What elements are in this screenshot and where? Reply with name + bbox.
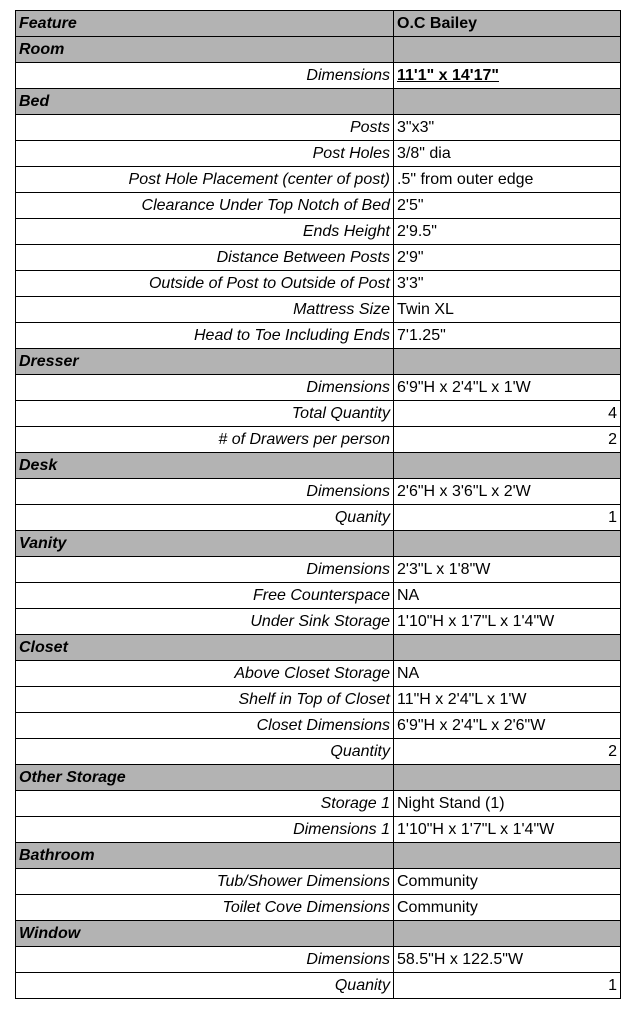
table-row [16,427,621,453]
table-row [16,895,621,921]
section-empty-cell[interactable] [394,89,621,115]
table-row [16,791,621,817]
section-empty-cell[interactable] [394,349,621,375]
feature-label-cell[interactable]: Dimensions [16,479,394,505]
table-row [16,869,621,895]
feature-value-cell[interactable]: 3'3" [394,271,621,297]
feature-value-cell[interactable]: 6'9"H x 2'4"L x 2'6"W [394,713,621,739]
table-row [16,271,621,297]
feature-value-cell[interactable]: 3/8" dia [394,141,621,167]
table-row [16,687,621,713]
feature-value-cell[interactable]: Community [394,869,621,895]
section-row [16,531,621,557]
feature-label-cell[interactable]: Post Hole Placement (center of post) [16,167,394,193]
feature-value-cell[interactable]: 4 [394,401,621,427]
feature-label-cell[interactable]: Closet Dimensions [16,713,394,739]
section-empty-cell[interactable] [394,531,621,557]
table-body [16,37,621,999]
header-feature-cell[interactable]: Feature [16,11,394,37]
section-empty-cell[interactable] [394,921,621,947]
table-row [16,219,621,245]
feature-value-cell[interactable]: 1'10"H x 1'7"L x 1'4"W [394,609,621,635]
section-label-cell[interactable]: Closet [16,635,394,661]
feature-label-cell[interactable]: Dimensions [16,557,394,583]
feature-label-cell[interactable]: Shelf in Top of Closet [16,687,394,713]
feature-value-cell[interactable]: NA [394,583,621,609]
feature-value-cell[interactable]: 11"H x 2'4"L x 1'W [394,687,621,713]
table-row [16,661,621,687]
feature-value-cell[interactable]: 11'1" x 14'17" [394,63,621,89]
feature-value-cell[interactable]: 2'6"H x 3'6"L x 2'W [394,479,621,505]
table-row [16,609,621,635]
section-label-cell[interactable]: Other Storage [16,765,394,791]
table-row [16,63,621,89]
section-empty-cell[interactable] [394,453,621,479]
section-label-cell[interactable]: Desk [16,453,394,479]
feature-label-cell[interactable]: Posts [16,115,394,141]
table-row [16,375,621,401]
table-row [16,297,621,323]
feature-label-cell[interactable]: Under Sink Storage [16,609,394,635]
feature-label-cell[interactable]: Post Holes [16,141,394,167]
feature-value-cell[interactable]: 2'9" [394,245,621,271]
table-row [16,505,621,531]
table-row [16,817,621,843]
feature-label-cell[interactable]: Dimensions 1 [16,817,394,843]
table-row [16,167,621,193]
table-row [16,323,621,349]
feature-value-cell[interactable]: 1 [394,505,621,531]
feature-label-cell[interactable]: Quanity [16,973,394,999]
feature-value-cell[interactable]: 7'1.25" [394,323,621,349]
feature-value-cell[interactable]: NA [394,661,621,687]
feature-value-cell[interactable]: .5" from outer edge [394,167,621,193]
section-empty-cell[interactable] [394,765,621,791]
table-row [16,973,621,999]
section-empty-cell[interactable] [394,37,621,63]
feature-label-cell[interactable]: Quanity [16,505,394,531]
feature-label-cell[interactable]: Above Closet Storage [16,661,394,687]
section-label-cell[interactable]: Room [16,37,394,63]
feature-value-cell[interactable]: 3"x3" [394,115,621,141]
feature-value-cell[interactable]: 2'3"L x 1'8"W [394,557,621,583]
table-row [16,245,621,271]
feature-label-cell[interactable]: Tub/Shower Dimensions [16,869,394,895]
feature-value-cell[interactable]: 2'9.5" [394,219,621,245]
feature-label-cell[interactable]: Dimensions [16,375,394,401]
section-empty-cell[interactable] [394,843,621,869]
feature-table [15,10,621,999]
section-row [16,765,621,791]
feature-value-cell[interactable]: 2'5" [394,193,621,219]
section-label-cell[interactable]: Window [16,921,394,947]
feature-label-cell[interactable]: Quantity [16,739,394,765]
section-row [16,349,621,375]
header-building-cell[interactable]: O.C Bailey [394,11,621,37]
header-row [16,11,621,37]
feature-label-cell[interactable]: Dimensions [16,63,394,89]
feature-label-cell[interactable]: Clearance Under Top Notch of Bed [16,193,394,219]
feature-label-cell[interactable]: Outside of Post to Outside of Post [16,271,394,297]
feature-value-cell[interactable]: Community [394,895,621,921]
table-row [16,141,621,167]
feature-value-cell[interactable]: 2 [394,739,621,765]
table-row [16,739,621,765]
spreadsheet [15,10,620,999]
section-row [16,635,621,661]
feature-label-cell[interactable]: Distance Between Posts [16,245,394,271]
feature-value-cell[interactable]: 6'9"H x 2'4"L x 1'W [394,375,621,401]
feature-value-cell[interactable]: 1'10"H x 1'7"L x 1'4"W [394,817,621,843]
section-row [16,921,621,947]
feature-value-cell[interactable]: Twin XL [394,297,621,323]
table-row [16,479,621,505]
section-label-cell[interactable]: Dresser [16,349,394,375]
section-row [16,453,621,479]
section-row [16,37,621,63]
feature-label-cell[interactable]: Head to Toe Including Ends [16,323,394,349]
table-row [16,583,621,609]
table-row [16,557,621,583]
table-row [16,401,621,427]
feature-value-cell[interactable]: 2 [394,427,621,453]
feature-value-cell[interactable]: Night Stand (1) [394,791,621,817]
feature-label-cell[interactable]: Total Quantity [16,401,394,427]
table-row [16,947,621,973]
table-row [16,115,621,141]
feature-value-cell[interactable]: 58.5"H x 122.5"W [394,947,621,973]
section-empty-cell[interactable] [394,635,621,661]
feature-label-cell[interactable]: Ends Height [16,219,394,245]
feature-label-cell[interactable]: Mattress Size [16,297,394,323]
feature-label-cell[interactable]: # of Drawers per person [16,427,394,453]
feature-label-cell[interactable]: Dimensions [16,947,394,973]
section-row [16,843,621,869]
feature-label-cell[interactable]: Toilet Cove Dimensions [16,895,394,921]
section-row [16,89,621,115]
feature-label-cell[interactable]: Free Counterspace [16,583,394,609]
section-label-cell[interactable]: Vanity [16,531,394,557]
section-label-cell[interactable]: Bed [16,89,394,115]
feature-value-cell[interactable]: 1 [394,973,621,999]
table-row [16,713,621,739]
feature-label-cell[interactable]: Storage 1 [16,791,394,817]
section-label-cell[interactable]: Bathroom [16,843,394,869]
table-row [16,193,621,219]
